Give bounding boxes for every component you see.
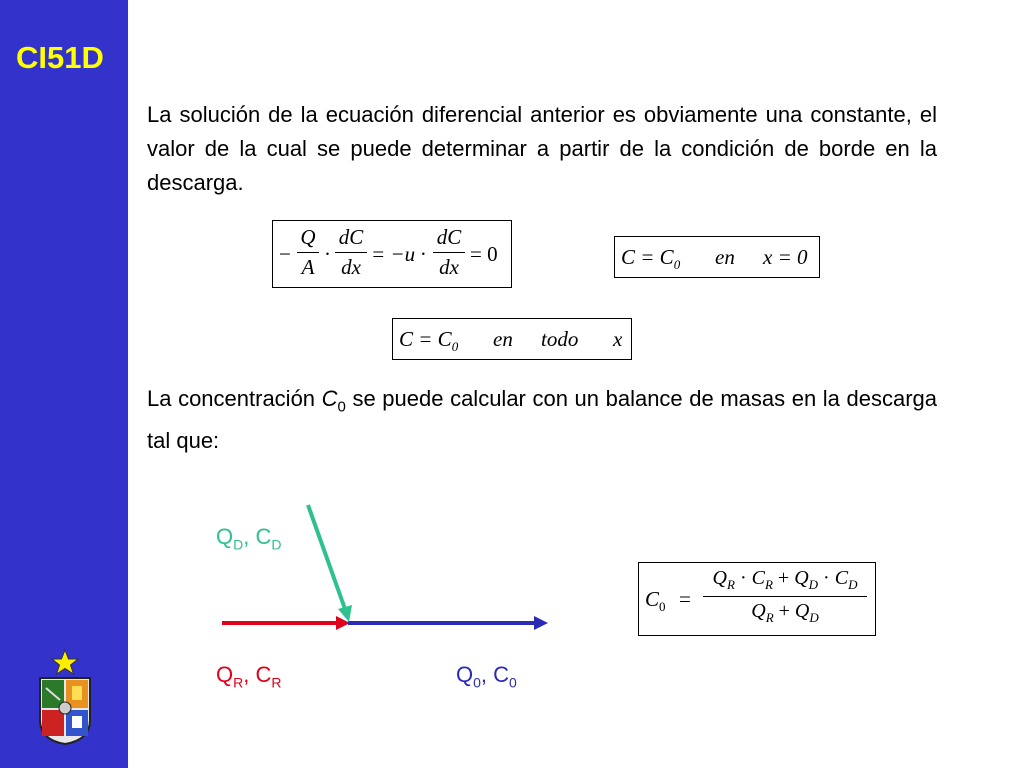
river-down-sep: , [480,662,494,687]
eq4-den-text: $Q_R + Q_D$ [751,600,819,625]
eq4-equals: = [679,587,691,611]
eq2-sub: 0 [673,257,681,273]
eq1-frac1-num: Q [300,225,316,249]
river-up-q-sub: R [233,674,244,691]
discharge-q-sub: D [233,536,244,553]
discharge-q: Q [216,524,234,549]
eq4-bar [703,596,867,597]
eq3-en: en [493,327,513,351]
intro-paragraph: La solución de la ecuación diferencial anterior es obviamente una constante, el valor de la cual se puede determinar a partir de la condición de borde en la descarga. [147,102,937,195]
discharge-c: C [255,524,272,549]
river-up-sep: , [243,662,256,687]
river-up-c: C [255,662,272,687]
eq3-sub: 0 [451,339,459,355]
eq1-equals-zero: = 0 [470,242,498,266]
eq3-x: x [613,327,623,351]
discharge-arrow [308,505,345,609]
eq1-frac-dc-dx-1 [335,225,367,280]
para2-after: se puede calcular con un balance de masas en la descarga tal que: [147,386,938,454]
label-river-upstream [216,662,282,690]
eq3-lhs [399,327,458,355]
eq1-frac3-den: dx [439,255,459,279]
eq2-en: en [715,245,735,269]
eq1-frac-q-over-a [297,225,319,280]
equation-mass-balance [638,562,876,636]
eq3-todo: todo [541,327,579,351]
eq1-frac2-den: dx [341,255,361,279]
equation-boundary-condition [614,236,820,278]
river-down-q-sub: 0 [473,674,481,691]
eq4-lhs [645,587,666,615]
eq2-x-equals-zero: x = 0 [763,245,808,269]
eq4-lhs-sub: 0 [659,599,666,615]
para2-var-sub: 0 [337,398,346,416]
equation-differential [272,220,512,288]
river-downstream-arrowhead [534,616,548,630]
eq1-neg-u: = −u · [371,242,426,266]
university-crest-icon [36,648,94,746]
river-up-q: Q [216,662,234,687]
eq1-frac2-bar [335,252,367,253]
sidebar [0,0,128,768]
discharge-c-sub: D [271,536,282,553]
course-code: CI51D [16,40,104,75]
eq1-frac1-bar [297,252,319,253]
river-down-c-sub: 0 [509,674,517,691]
eq2-lhs-text: C = C [621,245,674,269]
mixing-diagram [200,495,560,645]
eq1-frac-dc-dx-2 [433,225,465,280]
eq1-frac1-den: A [301,255,315,279]
balance-paragraph [147,382,937,458]
eq3-lhs-text: C = C [399,327,452,351]
eq4-fraction [699,567,871,626]
eq4-numerator [699,567,871,593]
eq1-frac3-num: dC [436,225,462,249]
label-discharge [216,524,282,552]
para2-before: La concentración [147,386,322,411]
eq2-lhs [621,245,680,273]
eq1-frac3-bar [433,252,465,253]
para2-var: C [321,386,338,411]
river-down-q: Q [456,662,474,687]
eq1-minus: − [279,242,291,266]
discharge-sep: , [243,524,256,549]
equation-constant-everywhere [392,318,632,360]
eq1-dot: · [324,242,331,266]
eq4-num-text: $Q_R \cdot C_R + Q_D \cdot C_D$ [712,567,858,592]
label-river-downstream [456,662,517,690]
river-down-c: C [493,662,510,687]
river-up-c-sub: R [271,674,282,691]
eq4-lhs-text: C [645,587,660,611]
eq4-denominator [699,600,871,626]
eq1-frac2-num: dC [338,225,364,249]
